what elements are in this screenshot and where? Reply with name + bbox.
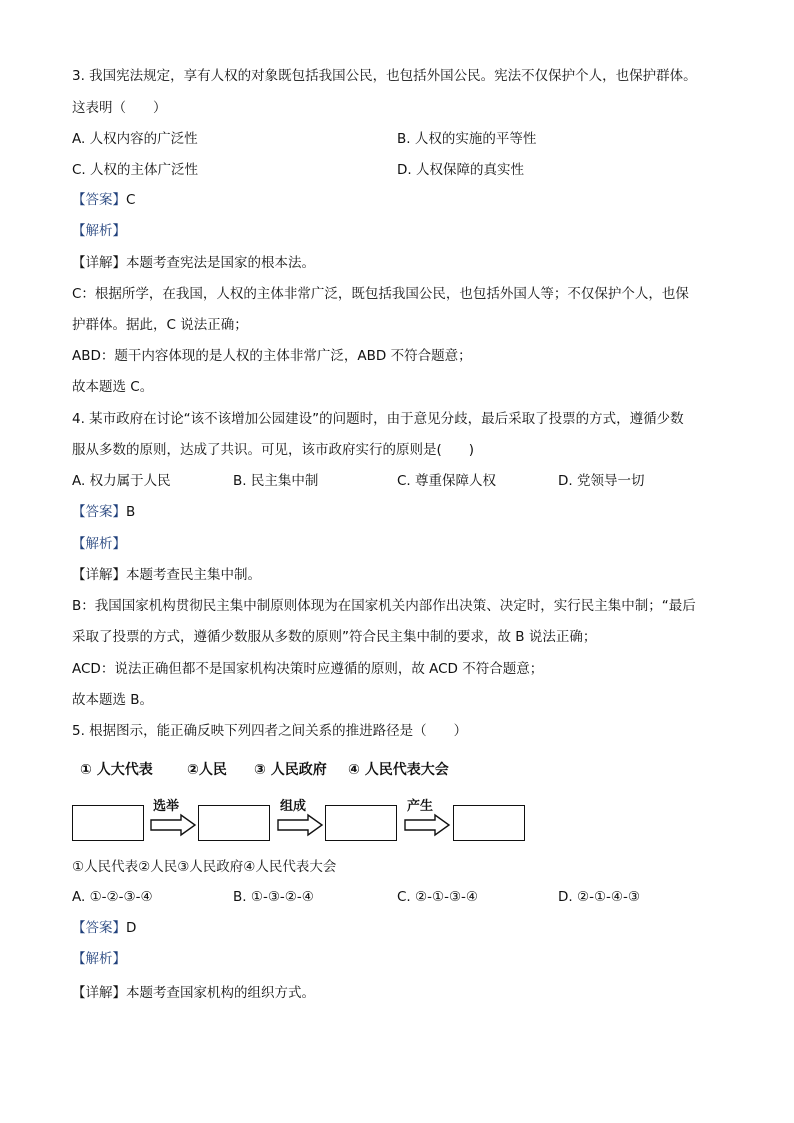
q3-detail: [72, 253, 315, 273]
answer-tag: 【答案】: [72, 920, 126, 936]
answer-tag: 【答案】: [72, 192, 126, 208]
detail-text: 本题考查民主集中制。: [126, 567, 261, 583]
q5-option-b: B. ①-③-②-④: [233, 889, 314, 905]
q3-option-b: B. 人权的实施的平等性: [397, 131, 537, 147]
figure-box-1: [72, 805, 144, 841]
q4-explanation-line1: B：我国国家机构贯彻民主集中制原则体现为在国家机关内部作出决策、决定时，实行民主集中制；“最后: [72, 598, 696, 614]
detail-tag: 【详解】: [72, 567, 126, 583]
arrow-right-icon: [149, 813, 197, 837]
detail-tag: 【详解】: [72, 985, 126, 1001]
q4-option-b: B. 民主集中制: [233, 473, 319, 489]
q3-option-c: C. 人权的主体广泛性: [72, 162, 199, 178]
q3-conclusion: 故本题选 C。: [72, 379, 154, 395]
q4-option-a: A. 权力属于人民: [72, 473, 171, 489]
detail-tag: 【详解】: [72, 255, 126, 271]
q3-stem-line1: 3. 我国宪法规定，享有人权的对象既包括我国公民，也包括外国公民。宪法不仅保护个人，也保护群体。: [72, 68, 697, 84]
figure-box-4: [453, 805, 525, 841]
q4-explanation-line3: ACD：说法正确但都不是国家机构决策时应遵循的原则，故 ACD 不符合题意；: [72, 661, 544, 677]
q5-analysis-tag: 【解析】: [72, 951, 126, 967]
figure-item-2: ②人民: [187, 762, 227, 778]
q3-explanation-line2: 护群体。据此，C 说法正确；: [72, 317, 248, 333]
arrow-label-form: 组成: [280, 799, 307, 814]
q5-figure-caption: ①人民代表②人民③人民政府④人民代表大会: [72, 859, 337, 875]
arrow-label-elect: 选举: [153, 799, 180, 814]
q5-stem: 5. 根据图示，能正确反映下列四者之间关系的推进路径是（ ）: [72, 723, 468, 739]
q3-explanation-line3: ABD：题干内容体现的是人权的主体非常广泛，ABD 不符合题意；: [72, 348, 472, 364]
answer-value: C: [126, 192, 136, 208]
detail-text: 本题考查国家机构的组织方式。: [126, 985, 315, 1001]
detail-text: 本题考查宪法是国家的根本法。: [126, 255, 315, 271]
q5-option-c: C. ②-①-③-④: [397, 889, 479, 905]
q4-option-d: D. 党领导一切: [558, 473, 645, 489]
q3-stem-line2: 这表明（ ）: [72, 100, 167, 116]
arrow-label-produce: 产生: [407, 799, 434, 814]
q4-analysis-tag: 【解析】: [72, 536, 126, 552]
q5-detail: [72, 983, 315, 1003]
figure-item-1: ① 人大代表: [80, 762, 153, 778]
q4-answer: [72, 502, 135, 522]
q4-stem-line2: 服从多数的原则，达成了共识。可见，该市政府实行的原则是( ): [72, 442, 475, 458]
q4-detail: [72, 565, 261, 585]
answer-tag: 【答案】: [72, 504, 126, 520]
q4-explanation-line2: 采取了投票的方式，遵循少数服从多数的原则”符合民主集中制的要求，故 B 说法正确；: [72, 629, 597, 645]
figure-box-2: [198, 805, 270, 841]
figure-box-3: [325, 805, 397, 841]
q3-option-d: D. 人权保障的真实性: [397, 162, 524, 178]
q3-answer: [72, 190, 135, 210]
figure-item-3: ③ 人民政府: [254, 762, 327, 778]
answer-value: B: [126, 504, 136, 520]
figure-item-4: ④ 人民代表大会: [348, 762, 449, 778]
answer-value: D: [126, 920, 137, 936]
arrow-right-icon: [403, 813, 451, 837]
arrow-right-icon: [276, 813, 324, 837]
q4-option-c: C. 尊重保障人权: [397, 473, 497, 489]
q5-answer: [72, 918, 136, 938]
q3-explanation-line1: C：根据所学，在我国，人权的主体非常广泛，既包括我国公民，也包括外国人等；不仅保护个人，也保: [72, 286, 689, 302]
q4-conclusion: 故本题选 B。: [72, 692, 154, 708]
q3-analysis-tag: 【解析】: [72, 223, 126, 239]
q4-stem-line1: 4. 某市政府在讨论“该不该增加公园建设”的问题时，由于意见分歧，最后采取了投票的方式，遵循少数: [72, 411, 684, 427]
q5-option-a: A. ①-②-③-④: [72, 889, 153, 905]
q3-option-a: A. 人权内容的广泛性: [72, 131, 198, 147]
q5-option-d: D. ②-①-④-③: [558, 889, 641, 905]
